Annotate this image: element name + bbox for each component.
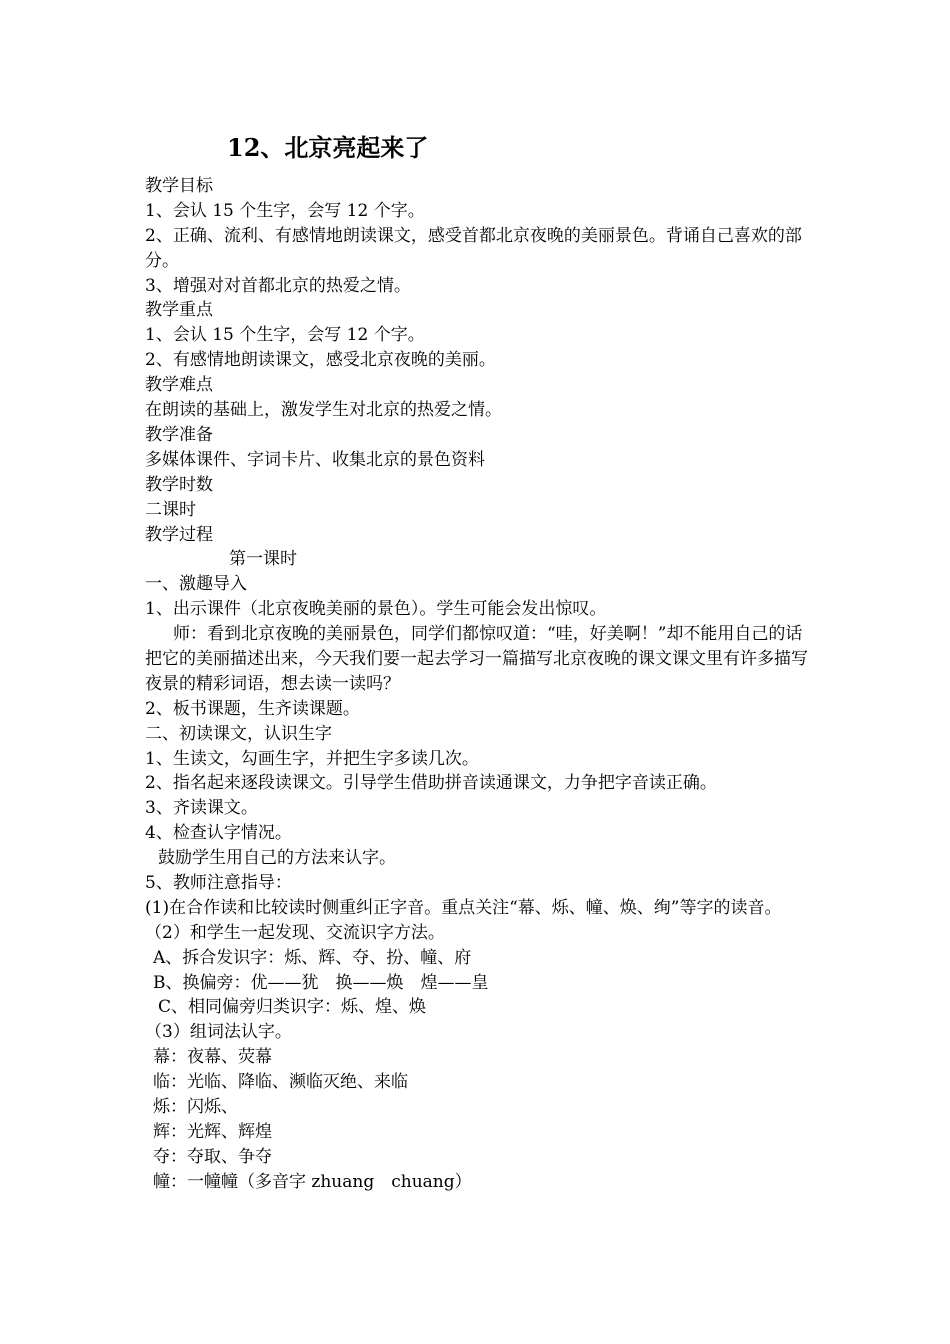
hours-text: 二课时 [145, 499, 196, 520]
step-heading-2: 二、初读课文，认识生字 [145, 723, 332, 744]
step-item: 2、板书课题，生齐读课题。 [145, 698, 360, 719]
lesson-subheading: 第一课时 [229, 549, 297, 570]
section-heading-objectives: 教学目标 [145, 176, 213, 196]
word-group-item: 烁：闪烁、 [153, 1097, 238, 1118]
key-point-item-2: 2、有感情地朗读课文，感受北京夜晚的美丽。 [145, 350, 496, 371]
objective-item-3: 3、增强对对首都北京的热爱之情。 [145, 275, 411, 296]
section-heading-difficulties: 教学难点 [145, 375, 213, 396]
step-item: 4、检查认字情况。 [145, 823, 292, 844]
step-item: 1、出示课件（北京夜晚美丽的景色）。学生可能会发出惊叹。 [145, 599, 607, 620]
method-item-c: C、相同偏旁归类识字：烁、煌、焕 [158, 997, 427, 1018]
step-heading-1: 一、激趣导入 [145, 574, 247, 595]
step-note: 鼓励学生用自己的方法来认字。 [158, 848, 396, 869]
step-item: 5、教师注意指导： [145, 873, 292, 894]
word-group-item: 辉：光辉、辉煌 [153, 1121, 272, 1142]
word-group-item: 夺：夺取、争夺 [153, 1146, 272, 1167]
section-heading-hours: 教学时数 [145, 474, 213, 495]
word-group-item: 幢：一幢幢（多音字 zhuang chuang） [153, 1171, 472, 1192]
difficulty-text: 在朗读的基础上，激发学生对北京的热爱之情。 [145, 400, 502, 421]
guidance-item-2: （2）和学生一起发现、交流识字方法。 [145, 922, 445, 943]
method-item-a: A、拆合发识字：烁、辉、夺、扮、幢、府 [153, 947, 472, 968]
section-heading-process: 教学过程 [145, 524, 213, 545]
objective-item-2: 2、正确、流利、有感情地朗读课文，感受首都北京夜晚的美丽景色。背诵自己喜欢的部分。 [145, 225, 802, 271]
section-heading-preparation: 教学准备 [145, 424, 213, 445]
guidance-item-3: （3）组词法认字。 [145, 1022, 292, 1043]
method-item-b: B、换偏旁：优——犹 换——焕 煌——皇 [153, 972, 489, 993]
guidance-item-1: (1)在合作读和比较读时侧重纠正字音。重点关注“幕、烁、幢、焕、绚”等字的读音。 [145, 897, 782, 918]
key-point-item-1: 1、会认 15 个生字，会写 12 个字。 [145, 325, 425, 346]
step-item: 1、生读文，勾画生字，并把生字多读几次。 [145, 748, 479, 769]
word-group-item: 临：光临、降临、濒临灭绝、来临 [153, 1072, 408, 1093]
teacher-paragraph: 师：看到北京夜晚的美丽景色，同学们都惊叹道：“哇，好美啊！”却不能用自己的话把它的美丽描述出来，今天我们要一起去学习一篇描写北京夜晚的课文课文里有许多描写夜景的精彩词语，想去读一读吗？ [145, 624, 808, 694]
objective-item-1: 1、会认 15 个生字，会写 12 个字。 [145, 200, 425, 221]
document-body [145, 174, 811, 1195]
word-group-item: 幕：夜幕、荧幕 [153, 1047, 272, 1068]
document-title: 12、北京亮起来了 [227, 133, 429, 162]
section-heading-key-points: 教学重点 [145, 300, 213, 321]
step-item: 2、指名起来逐段读课文。引导学生借助拼音读通课文，力争把字音读正确。 [145, 773, 717, 794]
step-item: 3、齐读课文。 [145, 798, 258, 819]
preparation-text: 多媒体课件、字词卡片、收集北京的景色资料 [145, 449, 485, 470]
